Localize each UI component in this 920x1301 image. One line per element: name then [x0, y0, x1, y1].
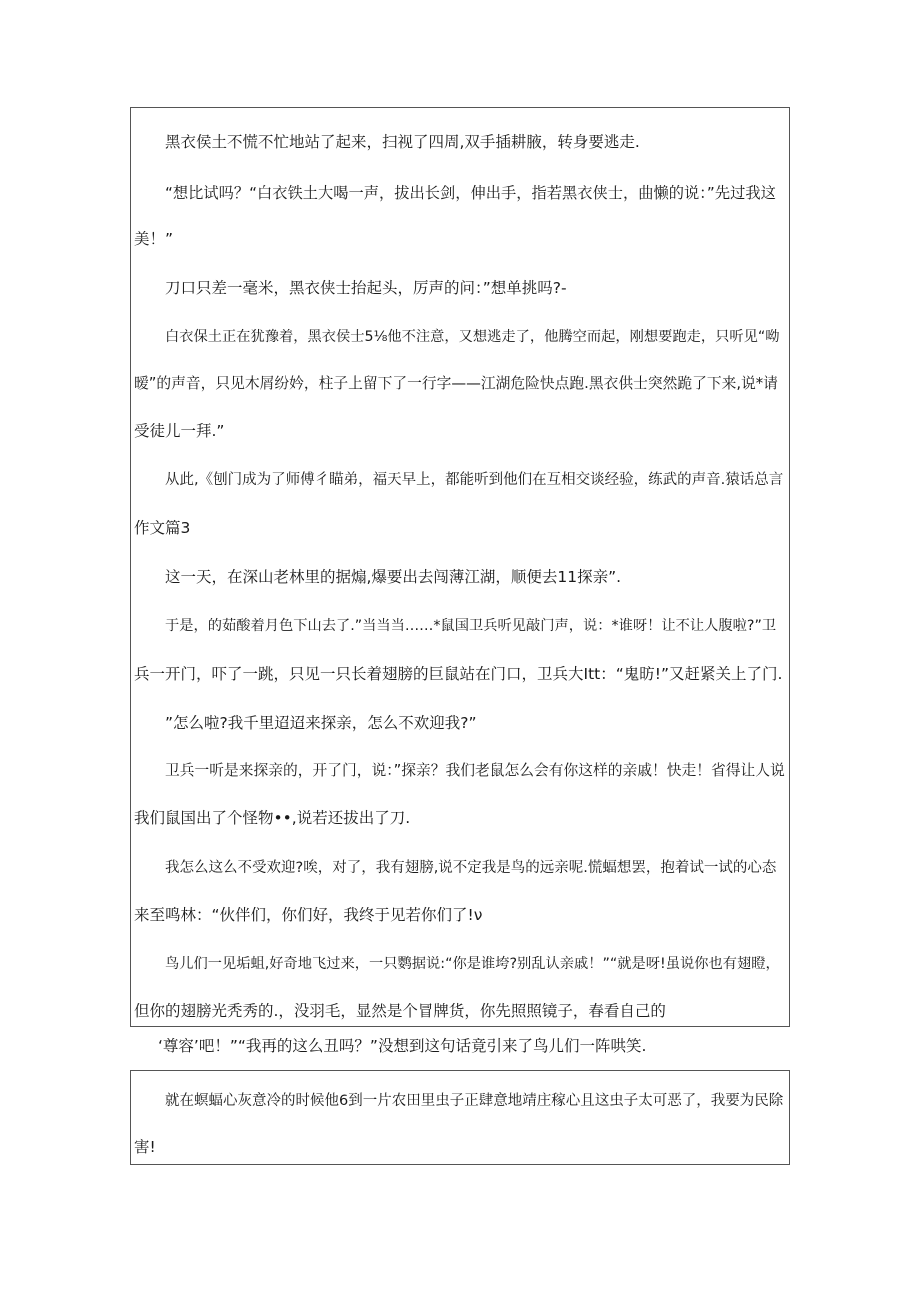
- between-frames-line: ‘尊容’吧！”“我再的这么丑吗？”没想到这句话竟引来了鸟儿们一阵哄笑.: [158, 1037, 647, 1055]
- paragraph-line: 暧”的声音，只见木屑纷妗，柱子上留下了一行字——江湖危险快点跑.黑衣供士突然跪了下来,说*请: [134, 375, 778, 392]
- paragraph-line: 卫兵一听是来探亲的，开了门，说：”探亲？我们老鼠怎么会有你这样的亲戚！快走！省得让人说: [165, 762, 785, 779]
- paragraph-line: 来至鸣林：“伙伴们，你们好，我终于见若你们了!ν: [134, 906, 483, 924]
- paragraph-line: 但你的翅膀光秃秀的.，没羽毛，显然是个冒牌货，你先照照镜子，春看自己的: [134, 1002, 666, 1020]
- text-frame-1: [130, 107, 790, 1027]
- paragraph-line: 刀口只差一毫米，黑衣侠士抬起头，厉声的问：”想单挑吗?-: [165, 279, 567, 297]
- paragraph-line: “想比试吗？“白衣铁土大喝一声，拔出长剑，伸出手，指若黑衣侠士，曲懒的说：”先过我这: [165, 184, 776, 202]
- paragraph-line: 于是，的茹酸着月色下山去了.”当当当……*鼠国卫兵听见敲门声，说：*谁呀！让不让人腹啦?”卫: [165, 618, 777, 634]
- paragraph-line: 作文篇3: [134, 519, 191, 537]
- paragraph-line: 我们鼠国出了个怪物••,说若还拔出了刀.: [134, 809, 411, 827]
- paragraph-line: ”怎么啦?我千里迢迢来探亲，怎么不欢迎我?”: [165, 714, 477, 732]
- paragraph-line: 害!: [134, 1138, 156, 1156]
- paragraph-line: 从此,《刨门成为了师傅彳瞄弟，福天早上，都能听到他们在互相交谈经验，练武的声音.猿话总言: [165, 472, 784, 488]
- paragraph-line: 兵一开门，吓了一跳，只见一只长着翅膀的巨鼠站在门口，卫兵大Itt：“鬼昉!”又赶紧关上了门.: [134, 665, 783, 683]
- paragraph-line: 这一天，在深山老林里的据煽,爆要出去闯薄江湖，顺便去11探亲”.: [165, 568, 622, 586]
- paragraph-line: 受徒儿一拜.”: [134, 422, 225, 440]
- paragraph-line: 白衣保土正在犹豫着，黑衣侯士5⅛他不注意，又想逃走了，他腾空而起，刚想要跑走，只听见“呦: [165, 329, 780, 345]
- paragraph-line: 我怎么这么不受欢迎?唉，对了，我有翅膀,说不定我是鸟的远亲呢.慌蝠想罢，抱着试一试的心态: [165, 860, 777, 876]
- text-frame-2: [130, 1070, 790, 1165]
- paragraph-line: 黑衣侯土不慌不忙地站了起来，扫视了四周,双手插耕腋，转身要逃走.: [165, 133, 640, 151]
- paragraph-line: 就在螟蝠心灰意冷的时候他6到一片农田里虫子正肆意地靖庄稼心且这虫子太可恶了，我要为民除: [165, 1093, 784, 1109]
- paragraph-line: 美！”: [134, 230, 174, 248]
- paragraph-line: 鸟儿们一见垢蛆,好奇地飞过来，一只鹦据说:“你是谁垮?别乱认亲戚！”“就是呀!虽说你也有翅瞪，: [165, 956, 780, 972]
